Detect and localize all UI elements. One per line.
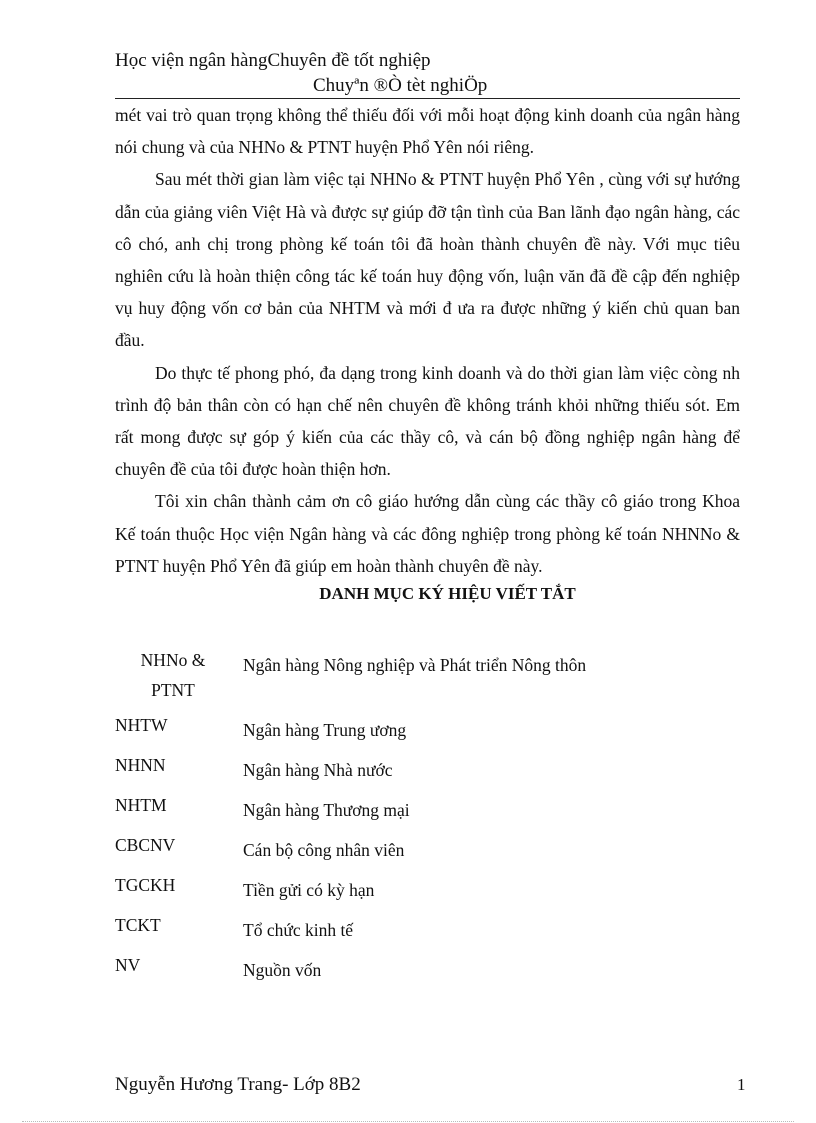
header-title: Học viện ngân hàngChuyên đề tốt nghiệp bbox=[115, 50, 431, 71]
paragraph-4: Tôi xin chân thành cảm ơn cô giáo hướng dẫn cùng các thầy cô giáo trong Khoa Kế toán thuộc Học viện Ngân hàng và các đông nghiệp trong phòng kế toán NHNNo & PTNT huyện Phổ Yên đã giúp em hoàn thành chuyên đề này. bbox=[115, 491, 740, 576]
body-text bbox=[115, 99, 740, 582]
paragraph-2: Sau mét thời gian làm việc tại NHNo & PTNT huyện Phổ Yên , cùng với sự hướng dẫn của giảng viên Việt Hà và được sự giúp đỡ tận tình của Ban lãnh đạo ngân hàng, các cô chó, anh chị trong phòng kế toán tôi đã hoàn thành chuyên đề này. Với mục tiêu nghiên cứu là hoàn thiện công tác kế toán huy động vốn, luận văn đã đề cập đến nghiệp vụ huy động vốn cơ bản của NHTM và mới đ ưa ra được những ý kiến chủ quan ban đầu. bbox=[115, 169, 740, 351]
footer-author: Nguyễn Hương Trang- Lớp 8B2 bbox=[115, 1074, 361, 1095]
abbr-term-continued: PTNT bbox=[151, 680, 195, 700]
page-number: 1 bbox=[737, 1075, 746, 1094]
abbreviations-title: DANH MỤC KÝ HIỆU VIẾT TẮT bbox=[319, 584, 576, 603]
abbr-term: NHNN bbox=[115, 755, 166, 775]
abbr-term: TGCKH bbox=[115, 875, 176, 895]
abbr-term: NHTM bbox=[115, 795, 167, 815]
abbr-description: Ngân hàng Nông nghiệp và Phát triển Nông thôn bbox=[243, 655, 587, 675]
abbr-description: Ngân hàng Trung ương bbox=[243, 720, 407, 740]
paragraph-3: Do thực tế phong phó, đa dạng trong kinh doanh và do thời gian làm việc còng nh trình độ bản thân còn có hạn chế nên chuyên đề không tránh khỏi những thiếu sót. Em rất mong được sự góp ý kiến của các thầy cô, và cán bộ đồng nghiệp ngân hàng để chuyên đề của tôi được hoàn thiện hơn. bbox=[115, 362, 740, 480]
abbr-term: CBCNV bbox=[115, 835, 176, 855]
page-bottom-border bbox=[22, 1121, 794, 1122]
abbr-description: Nguồn vốn bbox=[243, 960, 322, 980]
abbr-description: Tổ chức kinh tế bbox=[243, 920, 354, 940]
abbr-term: NV bbox=[115, 955, 141, 975]
header-subtitle: Chuyªn ®Ò tèt nghiÖp bbox=[313, 75, 488, 96]
abbr-term: TCKT bbox=[115, 915, 161, 935]
abbr-description: Ngân hàng Nhà nước bbox=[243, 760, 393, 780]
abbr-term: NHNo & bbox=[140, 650, 206, 670]
abbr-description: Ngân hàng Thương mại bbox=[243, 800, 410, 820]
paragraph-1: mét vai trò quan trọng không thể thiếu đối với mỗi hoạt động kinh doanh của ngân hàng nói chung và của NHNo & PTNT huyện Phổ Yên nói riêng. bbox=[115, 105, 740, 158]
abbr-term: NHTW bbox=[115, 715, 168, 735]
abbr-description: Tiền gửi có kỳ hạn bbox=[243, 880, 375, 900]
abbr-description: Cán bộ công nhân viên bbox=[243, 840, 405, 860]
